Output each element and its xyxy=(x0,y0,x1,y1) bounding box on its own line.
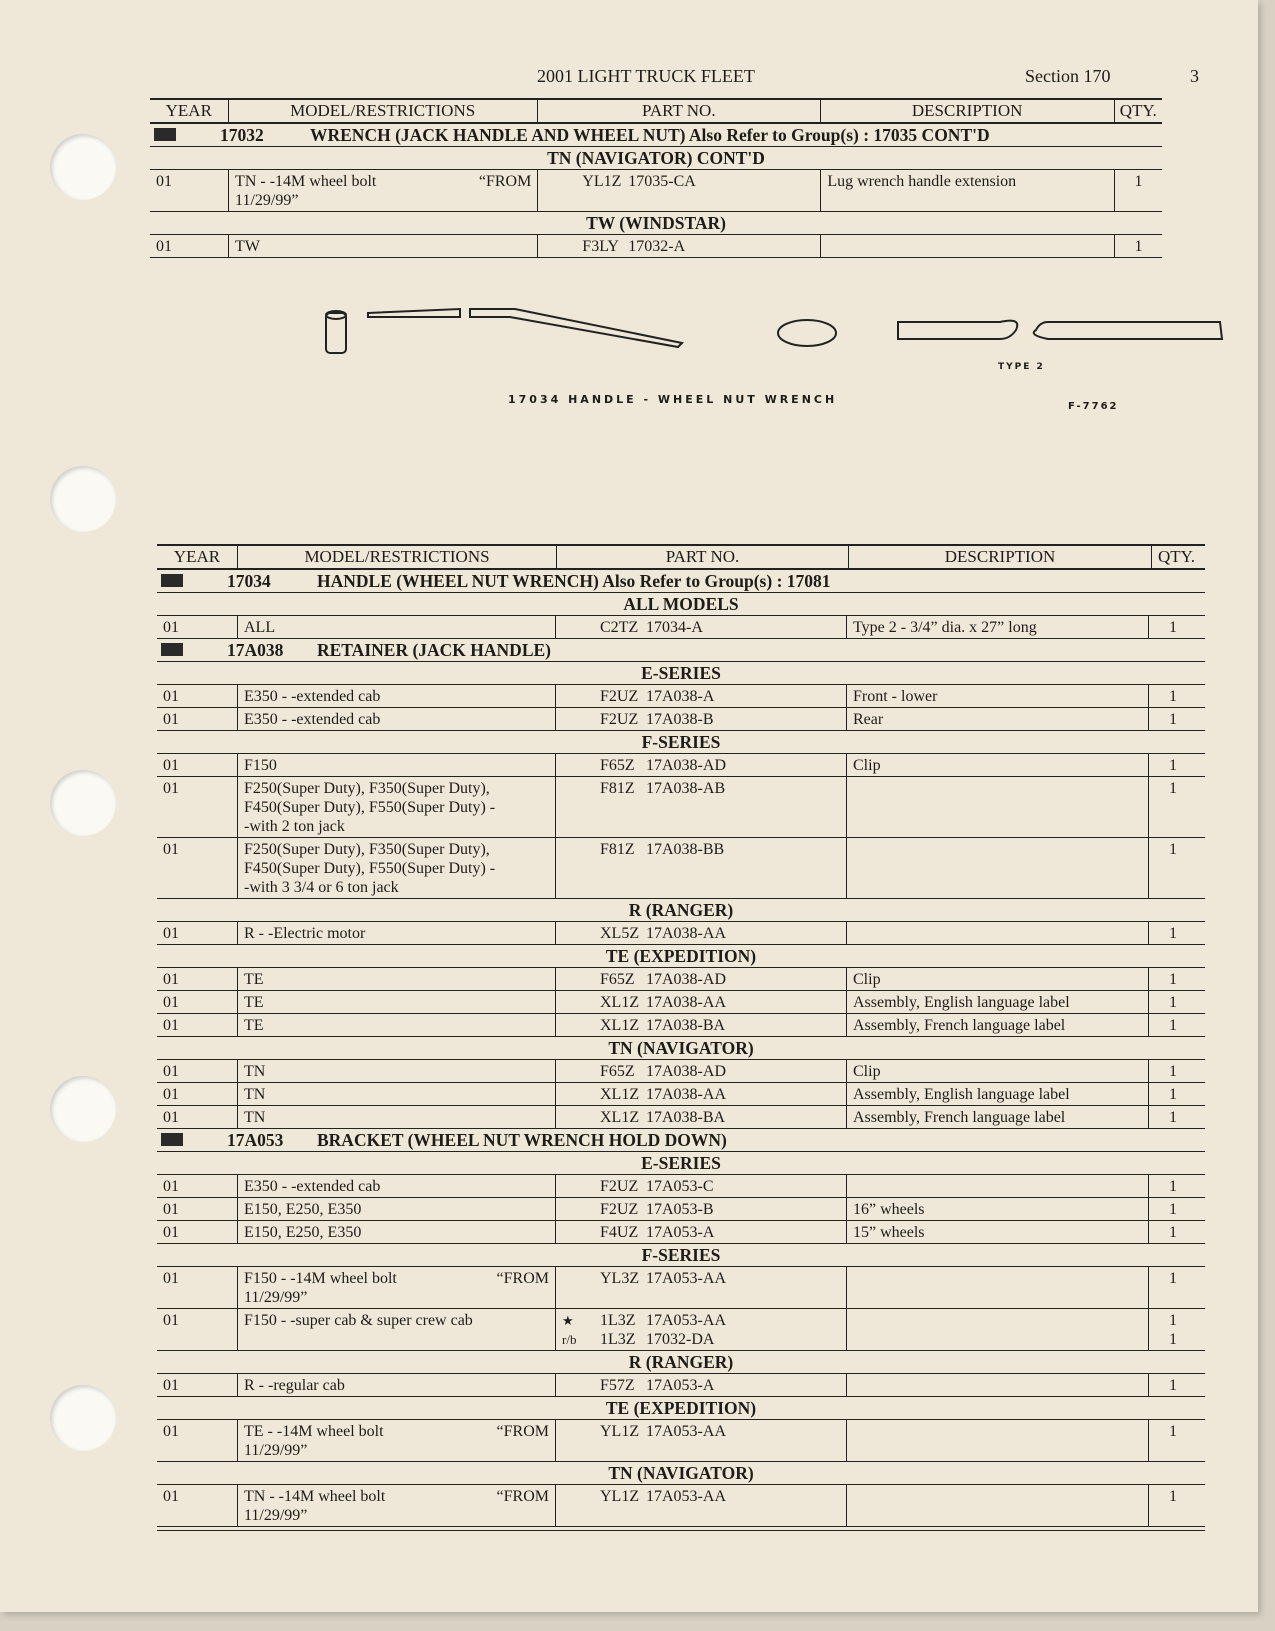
description-cell: Clip xyxy=(846,968,1148,990)
col-year: YEAR xyxy=(165,101,212,120)
description-cell xyxy=(820,235,1114,257)
model-cell xyxy=(237,1485,555,1526)
model-cell: E150, E250, E350 xyxy=(237,1221,555,1243)
table-row xyxy=(157,991,1205,1014)
qty-cell: 1 xyxy=(1114,170,1162,211)
part-suffix: 17A053-C xyxy=(646,1178,714,1195)
subsection-title: TE (EXPEDITION) xyxy=(157,945,1205,968)
col-part-no: PART NO. xyxy=(537,100,820,122)
part-prefix: F81Z xyxy=(600,841,635,858)
from-text: “FROM xyxy=(496,1488,549,1505)
subsection-title: R (RANGER) xyxy=(157,1351,1205,1374)
section-label: Section 170 xyxy=(1025,66,1111,86)
model-text: F150 - -14M wheel bolt xyxy=(244,1270,397,1287)
model-cell: E350 - -extended cab xyxy=(237,1175,555,1197)
qty-cell: 1 xyxy=(1148,708,1197,730)
year-cell: 01 xyxy=(163,1377,179,1394)
model-cell: TE xyxy=(237,1014,555,1036)
model-cell xyxy=(237,1267,555,1308)
group-header xyxy=(150,124,1162,147)
subsection-title: TW (WINDSTAR) xyxy=(150,212,1162,235)
qty-value: 1 xyxy=(1169,1331,1177,1348)
subsection-title: TE (EXPEDITION) xyxy=(157,1397,1205,1420)
year-cell: 01 xyxy=(163,1224,179,1241)
table-row xyxy=(157,777,1205,838)
part-no-cell xyxy=(555,1106,846,1128)
col-qty: QTY. xyxy=(1114,100,1163,122)
table-row xyxy=(157,1374,1205,1397)
year-cell: 01 xyxy=(163,841,179,858)
part-prefix: F65Z xyxy=(600,757,635,774)
year-cell: 01 xyxy=(156,238,172,255)
table-row xyxy=(157,754,1205,777)
part-suffix: 17A053-B xyxy=(646,1201,714,1218)
description-cell xyxy=(846,1374,1148,1396)
year-cell: 01 xyxy=(163,1086,179,1103)
col-model: MODEL/RESTRICTIONS xyxy=(237,546,556,568)
model-date: 11/29/99” xyxy=(244,1507,308,1524)
model-line: F250(Super Duty), F350(Super Duty), xyxy=(244,841,490,858)
column-header-row xyxy=(157,544,1205,570)
model-cell: TN xyxy=(237,1060,555,1082)
description-cell: 15” wheels xyxy=(846,1221,1148,1243)
part-suffix: 17A038-BB xyxy=(646,841,725,858)
model-line: -with 3 3/4 or 6 ton jack xyxy=(244,879,399,896)
qty-cell: 1 xyxy=(1148,1198,1197,1220)
year-cell: 01 xyxy=(163,1017,179,1034)
qty-cell: 1 xyxy=(1148,1083,1197,1105)
binder-hole xyxy=(50,1385,116,1451)
description-cell: Assembly, French language label xyxy=(846,1014,1148,1036)
part-no-cell xyxy=(555,1267,846,1308)
table-row xyxy=(157,1198,1205,1221)
subsection-title: F-SERIES xyxy=(157,1244,1205,1267)
from-text: “FROM xyxy=(496,1270,549,1287)
illustration-caption: 17034 HANDLE - WHEEL NUT WRENCH xyxy=(508,393,838,406)
part-prefix: F3LY xyxy=(582,238,619,255)
year-cell: 01 xyxy=(163,1201,179,1218)
model-cell: F150 - -super cab & super crew cab xyxy=(237,1309,555,1350)
part-suffix: 17A038-BA xyxy=(646,1017,726,1034)
part-no-cell xyxy=(537,170,820,211)
model-cell: TE xyxy=(237,968,555,990)
model-cell: R - -regular cab xyxy=(237,1374,555,1396)
table-row xyxy=(157,968,1205,991)
year-cell: 01 xyxy=(163,780,179,797)
table-row xyxy=(157,708,1205,731)
page-title: 2001 LIGHT TRUCK FLEET xyxy=(537,66,755,86)
year-cell: 01 xyxy=(163,688,179,705)
qty-cell: 1 xyxy=(1148,922,1197,944)
part-prefix: F2UZ xyxy=(600,688,639,705)
col-year: YEAR xyxy=(173,547,221,566)
subsection-title: ALL MODELS xyxy=(157,593,1205,616)
description-cell xyxy=(846,922,1148,944)
year-cell: 01 xyxy=(163,994,179,1011)
model-line: -with 2 ton jack xyxy=(244,818,345,835)
part-suffix: 17A038-A xyxy=(646,688,715,705)
group-number: 17034 xyxy=(227,571,271,591)
part-prefix: XL1Z xyxy=(600,1086,640,1103)
description-cell: Front - lower xyxy=(846,685,1148,707)
year-cell: 01 xyxy=(163,619,179,636)
part-no-cell xyxy=(537,235,820,257)
table-row xyxy=(157,1060,1205,1083)
group-marker xyxy=(161,643,183,656)
qty-cell: 1 xyxy=(1148,1175,1197,1197)
part-suffix: 17A038-AA xyxy=(646,925,726,942)
part-prefix: 1L3Z xyxy=(600,1312,636,1329)
model-cell xyxy=(237,838,555,898)
part-prefix: F2UZ xyxy=(600,1201,639,1218)
subsection-title: TN (NAVIGATOR) CONT'D xyxy=(150,147,1162,170)
part-no-cell xyxy=(555,754,846,776)
table-row xyxy=(157,616,1205,639)
model-date: 11/29/99” xyxy=(244,1442,308,1459)
part-no-cell xyxy=(555,1083,846,1105)
model-line: F450(Super Duty), F550(Super Duty) - xyxy=(244,799,496,816)
binder-hole xyxy=(50,466,116,532)
model-cell: E150, E250, E350 xyxy=(237,1198,555,1220)
qty-cell: 1 xyxy=(1148,616,1197,638)
binder-hole xyxy=(50,1076,116,1142)
qty-cell: 1 xyxy=(1148,1485,1197,1526)
qty-cell: 1 xyxy=(1148,754,1197,776)
model-date: 11/29/99” xyxy=(244,1289,308,1306)
table-row xyxy=(157,1175,1205,1198)
qty-cell: 1 xyxy=(1148,685,1197,707)
part-no-cell xyxy=(555,1060,846,1082)
table-row xyxy=(157,1221,1205,1244)
description-cell xyxy=(846,1309,1148,1350)
part-prefix: XL1Z xyxy=(600,994,640,1011)
part-prefix: XL1Z xyxy=(600,1017,640,1034)
group-title: RETAINER (JACK HANDLE) xyxy=(317,640,551,660)
description-cell xyxy=(846,1485,1148,1526)
table-end-rule xyxy=(157,1527,1205,1531)
description-cell xyxy=(846,1420,1148,1461)
qty-value: 1 xyxy=(1169,1312,1177,1329)
page-number: 3 xyxy=(1190,66,1199,86)
part-no-cell xyxy=(555,1420,846,1461)
qty-cell: 1 xyxy=(1148,777,1197,837)
col-qty: QTY. xyxy=(1151,546,1201,568)
description-cell: Lug wrench handle extension xyxy=(820,170,1114,211)
model-cell: TW xyxy=(228,235,537,257)
subsection-title: F-SERIES xyxy=(157,731,1205,754)
description-cell: Rear xyxy=(846,708,1148,730)
table-row xyxy=(157,922,1205,945)
description-cell: 16” wheels xyxy=(846,1198,1148,1220)
figure-reference: F-7762 xyxy=(1068,401,1119,412)
part-suffix: 17A053-AA xyxy=(646,1423,726,1440)
part-no-cell xyxy=(555,777,846,837)
model-line: F250(Super Duty), F350(Super Duty), xyxy=(244,780,490,797)
qty-cell: 1 xyxy=(1114,235,1162,257)
column-header-row xyxy=(150,98,1162,124)
part-prefix: F65Z xyxy=(600,1063,635,1080)
part-suffix: 17A038-BA xyxy=(646,1109,726,1126)
part-suffix: 17A038-AB xyxy=(646,780,726,797)
part-suffix: 17035-CA xyxy=(628,173,696,190)
part-no-cell xyxy=(555,1309,846,1350)
wrench-illustration xyxy=(310,305,1250,365)
table-row xyxy=(157,685,1205,708)
table-row xyxy=(157,1309,1205,1351)
year-cell: 01 xyxy=(163,1063,179,1080)
part-prefix: YL1Z xyxy=(600,1488,640,1505)
group-title: WRENCH (JACK HANDLE AND WHEEL NUT) Also Refer to Group(s) : 17035 CONT'D xyxy=(310,125,990,145)
part-prefix: F4UZ xyxy=(600,1224,639,1241)
group-marker xyxy=(161,574,183,587)
group-number: 17A053 xyxy=(227,1130,284,1150)
year-cell: 01 xyxy=(163,971,179,988)
part-no-cell xyxy=(555,616,846,638)
table-row xyxy=(157,1106,1205,1129)
binder-hole xyxy=(50,134,116,200)
part-no-cell xyxy=(555,1485,846,1526)
rb-marker: r/b xyxy=(562,1332,577,1347)
table-row xyxy=(150,235,1162,258)
model-cell: F150 xyxy=(237,754,555,776)
binder-hole xyxy=(50,770,116,836)
table-row xyxy=(157,1014,1205,1037)
part-prefix: YL3Z xyxy=(600,1270,640,1287)
model-cell xyxy=(237,777,555,837)
description-cell xyxy=(846,838,1148,898)
part-prefix: F2UZ xyxy=(600,1178,639,1195)
year-cell: 01 xyxy=(163,1312,179,1329)
subsection-title: E-SERIES xyxy=(157,662,1205,685)
part-suffix: 17A038-AD xyxy=(646,1063,726,1080)
model-cell: E350 - -extended cab xyxy=(237,685,555,707)
description-cell: Assembly, English language label xyxy=(846,1083,1148,1105)
col-model: MODEL/RESTRICTIONS xyxy=(228,100,537,122)
group-title: HANDLE (WHEEL NUT WRENCH) Also Refer to Group(s) : 17081 xyxy=(317,571,831,591)
model-cell: E350 - -extended cab xyxy=(237,708,555,730)
part-prefix: YL1Z xyxy=(582,173,622,190)
year-cell: 01 xyxy=(163,1109,179,1126)
model-line: F450(Super Duty), F550(Super Duty) - xyxy=(244,860,496,877)
table-row xyxy=(150,170,1162,212)
group-number: 17A038 xyxy=(227,640,284,660)
model-cell: R - -Electric motor xyxy=(237,922,555,944)
group-title: BRACKET (WHEEL NUT WRENCH HOLD DOWN) xyxy=(317,1130,727,1150)
part-suffix: 17A038-AD xyxy=(646,757,726,774)
from-text: “FROM xyxy=(496,1423,549,1440)
part-no-cell xyxy=(555,1374,846,1396)
year-cell: 01 xyxy=(156,173,172,190)
qty-cell: 1 xyxy=(1148,1106,1197,1128)
year-cell: 01 xyxy=(163,1178,179,1195)
from-text: “FROM xyxy=(478,173,532,190)
model-cell: TN xyxy=(237,1106,555,1128)
description-cell: Assembly, French language label xyxy=(846,1106,1148,1128)
part-suffix: 17A053-AA xyxy=(646,1488,726,1505)
group-marker xyxy=(161,1133,183,1146)
qty-cell: 1 xyxy=(1148,1374,1197,1396)
year-cell: 01 xyxy=(163,1488,179,1505)
description-cell xyxy=(846,1175,1148,1197)
qty-cell: 1 xyxy=(1148,991,1197,1013)
part-suffix: 17A038-AA xyxy=(646,1086,726,1103)
model-text: TN - -14M wheel bolt xyxy=(244,1488,386,1505)
description-cell xyxy=(846,1267,1148,1308)
part-prefix: F81Z xyxy=(600,780,635,797)
model-cell: TN xyxy=(237,1083,555,1105)
qty-cell: 1 xyxy=(1148,968,1197,990)
part-no-cell xyxy=(555,1198,846,1220)
part-no-cell xyxy=(555,1014,846,1036)
qty-cell: 1 xyxy=(1148,1420,1197,1461)
part-suffix: 17A053-A xyxy=(646,1224,715,1241)
part-no-cell xyxy=(555,968,846,990)
col-description: DESCRIPTION xyxy=(848,546,1151,568)
year-cell: 01 xyxy=(163,1423,179,1440)
part-suffix: 17A053-AA xyxy=(646,1312,726,1329)
group-header xyxy=(157,639,1205,662)
part-suffix: 17A053-AA xyxy=(646,1270,726,1287)
star-icon: ★ xyxy=(562,1313,574,1328)
part-no-cell xyxy=(555,1175,846,1197)
qty-cell: 1 xyxy=(1148,1060,1197,1082)
part-prefix: C2TZ xyxy=(600,619,639,636)
subsection-title: R (RANGER) xyxy=(157,899,1205,922)
part-no-cell xyxy=(555,922,846,944)
part-no-cell xyxy=(555,708,846,730)
part-prefix: F57Z xyxy=(600,1377,635,1394)
description-cell: Clip xyxy=(846,754,1148,776)
year-cell: 01 xyxy=(163,711,179,728)
description-cell xyxy=(846,777,1148,837)
part-prefix: XL5Z xyxy=(600,925,640,942)
part-suffix: 17A038-AD xyxy=(646,971,726,988)
table-row xyxy=(157,1083,1205,1106)
model-cell xyxy=(228,170,537,211)
description-cell: Clip xyxy=(846,1060,1148,1082)
model-cell: ALL xyxy=(237,616,555,638)
part-prefix: F65Z xyxy=(600,971,635,988)
table-row xyxy=(157,1485,1205,1527)
subsection-title: E-SERIES xyxy=(157,1152,1205,1175)
model-text: TN - -14M wheel bolt xyxy=(235,173,377,190)
parts-table-top xyxy=(150,98,1162,258)
model-cell: TE xyxy=(237,991,555,1013)
description-cell: Assembly, English language label xyxy=(846,991,1148,1013)
table-row xyxy=(157,1267,1205,1309)
year-cell: 01 xyxy=(163,925,179,942)
table-row xyxy=(157,838,1205,899)
part-no-cell xyxy=(555,838,846,898)
year-cell: 01 xyxy=(163,757,179,774)
part-suffix: 17032-A xyxy=(628,238,686,255)
part-prefix: XL1Z xyxy=(600,1109,640,1126)
qty-cell: 1 xyxy=(1148,1267,1197,1308)
qty-cell xyxy=(1148,1309,1197,1350)
part-no-cell xyxy=(555,991,846,1013)
part-prefix: F2UZ xyxy=(600,711,639,728)
group-header xyxy=(157,1129,1205,1152)
part-prefix: YL1Z xyxy=(600,1423,640,1440)
model-text: TE - -14M wheel bolt xyxy=(244,1423,384,1440)
qty-cell: 1 xyxy=(1148,1014,1197,1036)
group-header xyxy=(157,570,1205,593)
part-suffix: 17034-A xyxy=(646,619,703,636)
part-no-cell xyxy=(555,685,846,707)
subsection-title: TN (NAVIGATOR) xyxy=(157,1462,1205,1485)
part-suffix: 17A053-A xyxy=(646,1377,715,1394)
subsection-title: TN (NAVIGATOR) xyxy=(157,1037,1205,1060)
description-cell: Type 2 - 3/4” dia. x 27” long xyxy=(846,616,1148,638)
type-label: TYPE 2 xyxy=(998,362,1045,372)
part-no-cell xyxy=(555,1221,846,1243)
part-prefix: 1L3Z xyxy=(600,1331,636,1348)
col-description: DESCRIPTION xyxy=(820,100,1114,122)
part-suffix: 17A038-AA xyxy=(646,994,726,1011)
year-cell: 01 xyxy=(163,1270,179,1287)
table-row xyxy=(157,1420,1205,1462)
model-cell xyxy=(237,1420,555,1461)
col-part-no: PART NO. xyxy=(556,546,848,568)
model-date: 11/29/99” xyxy=(235,192,299,209)
qty-cell: 1 xyxy=(1148,838,1197,898)
parts-table-main xyxy=(157,544,1205,1531)
group-number: 17032 xyxy=(220,125,264,145)
part-suffix: 17A038-B xyxy=(646,711,714,728)
group-marker xyxy=(154,128,176,141)
qty-cell: 1 xyxy=(1148,1221,1197,1243)
part-suffix: 17032-DA xyxy=(646,1331,715,1348)
